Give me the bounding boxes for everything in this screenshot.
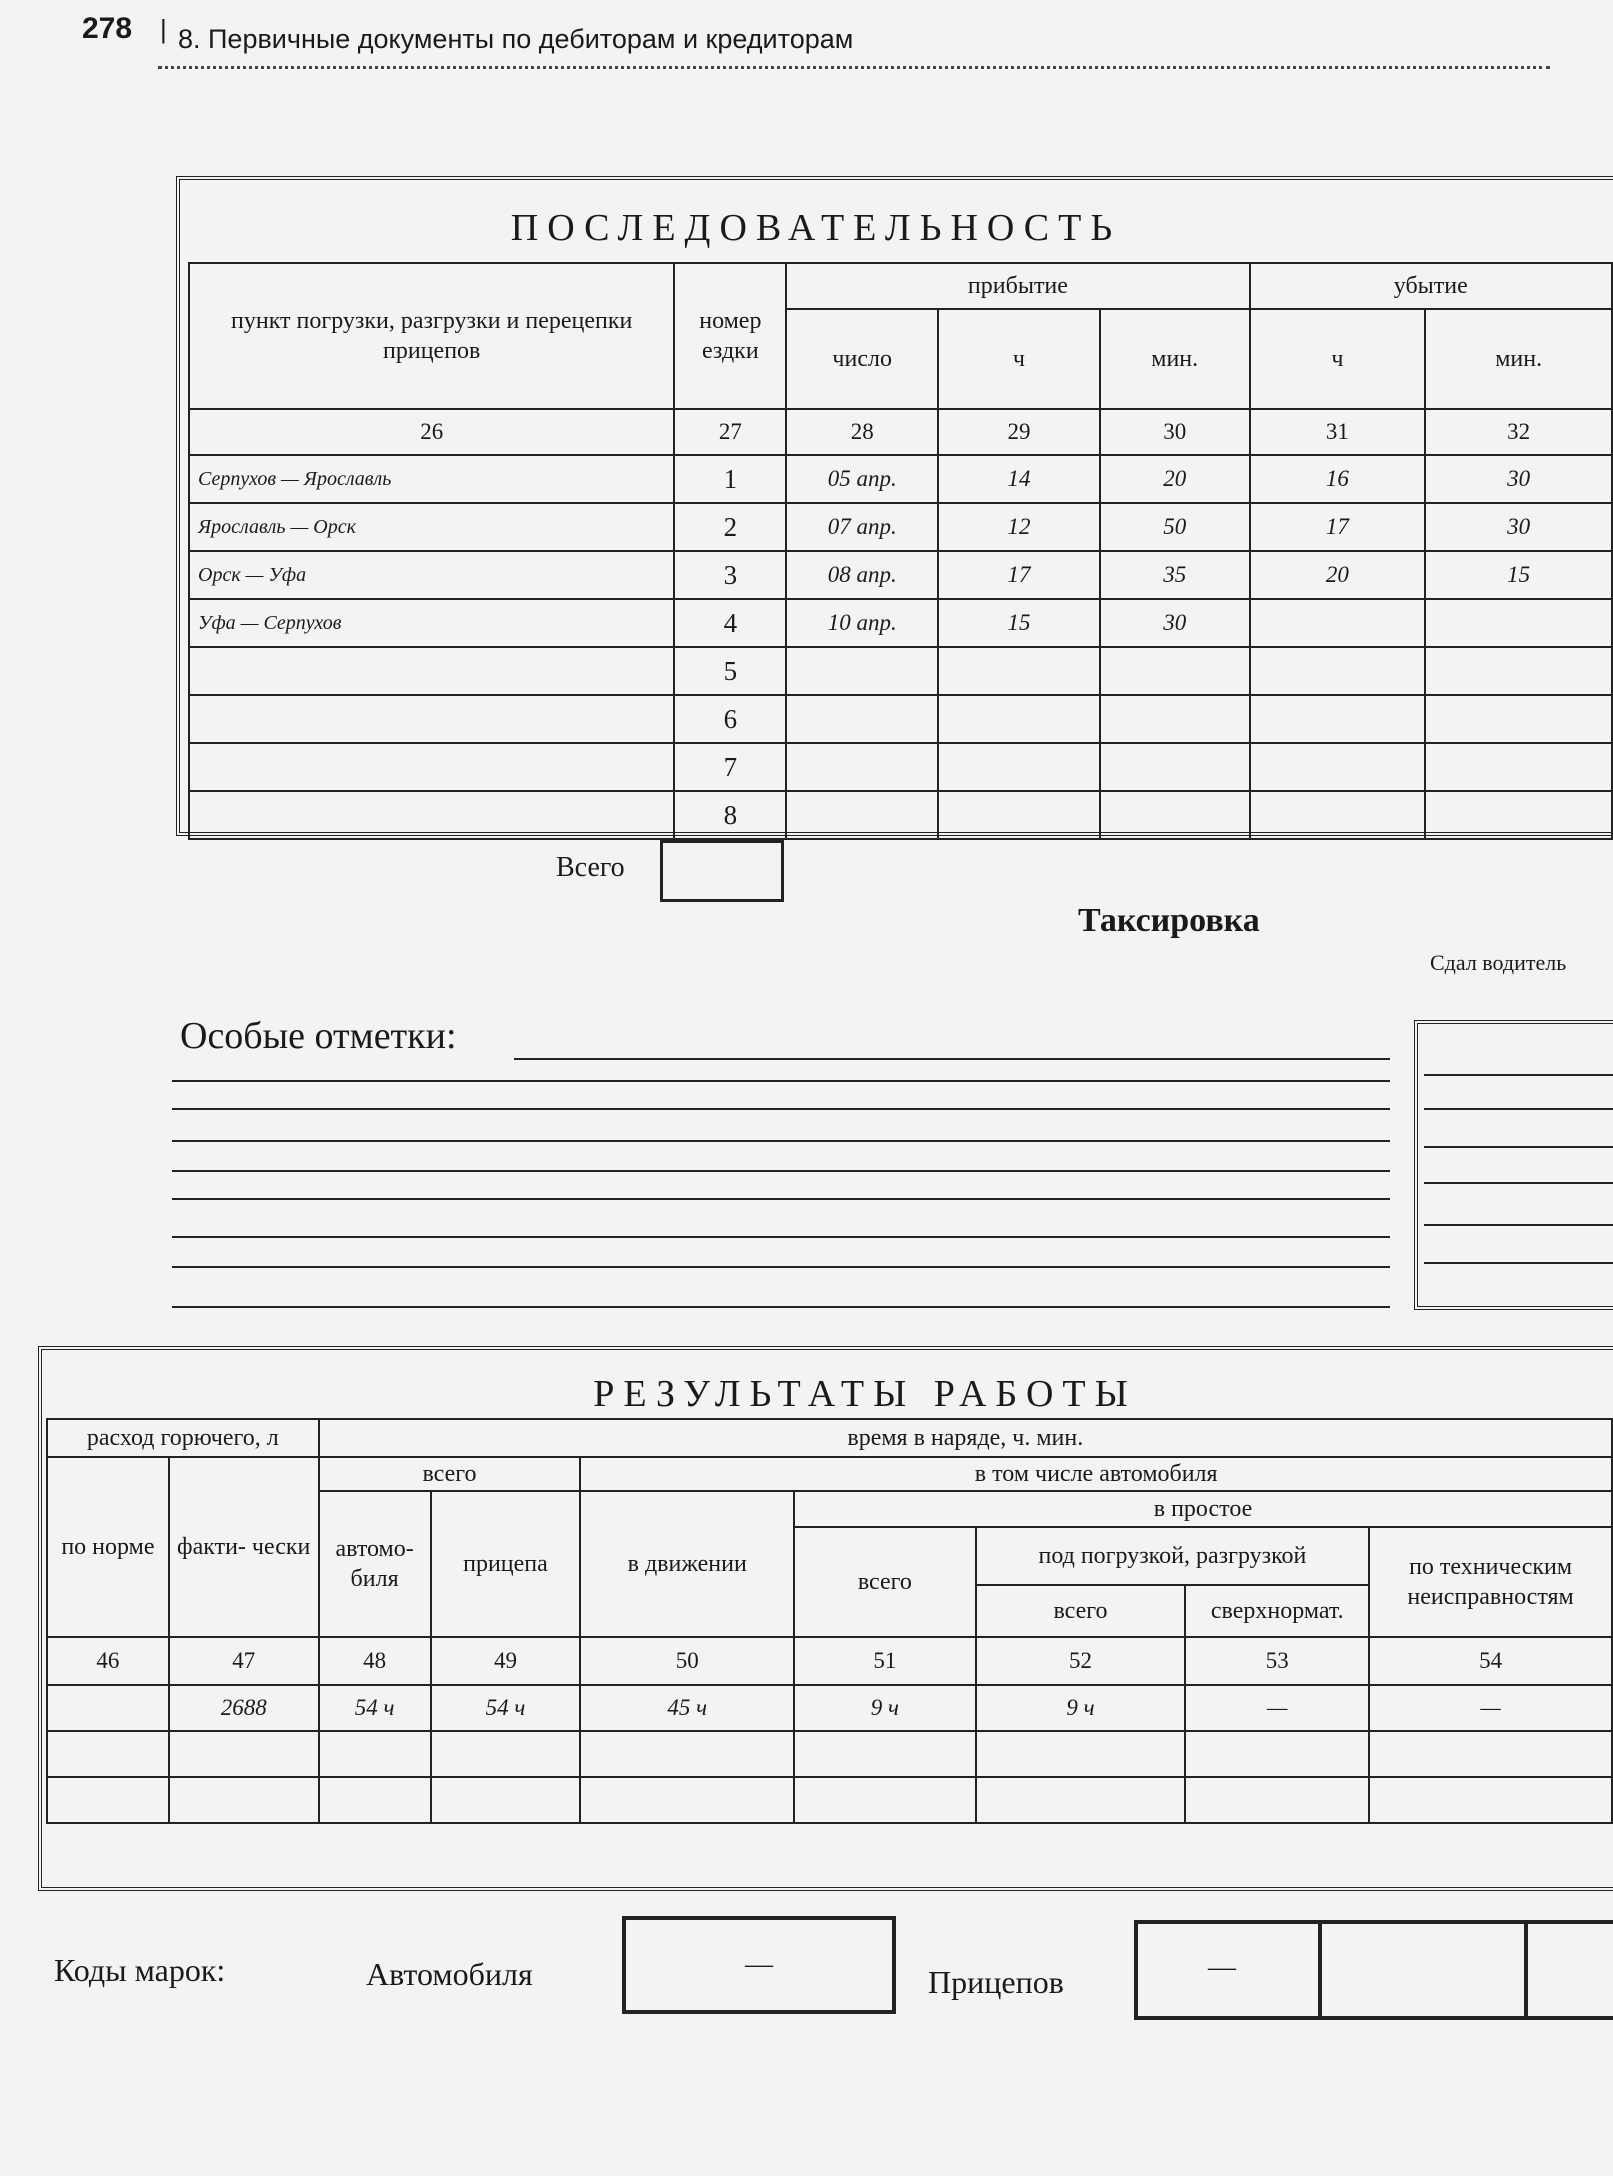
arrival-min	[1100, 743, 1250, 791]
col-number: 28	[786, 409, 938, 455]
note-line	[172, 1080, 1390, 1082]
header-loading: под погрузкой, разгрузкой	[976, 1527, 1369, 1585]
driver-label: Сдал водитель	[1430, 950, 1567, 975]
departure-hour	[1250, 647, 1426, 695]
header-trailer: прицепа	[431, 1491, 581, 1637]
header-dep-min: мин.	[1425, 309, 1612, 409]
taxation-box-line	[1424, 1074, 1613, 1076]
departure-min	[1425, 599, 1612, 647]
time-moving-value: 45 ч	[580, 1685, 794, 1731]
arrival-date	[786, 743, 938, 791]
header-idle: в простое	[794, 1491, 1612, 1527]
table-row	[47, 1731, 1612, 1777]
route-cell: Ярославль — Орск	[189, 503, 674, 551]
arrival-min: 30	[1100, 599, 1250, 647]
time-loading-value: 9 ч	[976, 1685, 1186, 1731]
time-idle-value: 9 ч	[794, 1685, 976, 1731]
table-row	[189, 599, 1612, 647]
taxation-box-line	[1424, 1108, 1613, 1110]
notes-label: Особые отметки:	[180, 1015, 457, 1057]
taxation-box-line	[1424, 1224, 1613, 1226]
col-number: 29	[938, 409, 1100, 455]
trip-number: 2	[674, 503, 786, 551]
arrival-date: 10 апр.	[786, 599, 938, 647]
arrival-date	[786, 695, 938, 743]
departure-min	[1425, 695, 1612, 743]
taxation-box-line	[1424, 1182, 1613, 1184]
results-title: РЕЗУЛЬТАТЫ РАБОТЫ	[593, 1373, 1137, 1415]
header-loading-total: всего	[976, 1585, 1186, 1637]
head-separator: |	[160, 14, 167, 44]
arrival-hour: 12	[938, 503, 1100, 551]
arrival-hour	[938, 743, 1100, 791]
arrival-hour	[938, 647, 1100, 695]
header-total: всего	[319, 1457, 581, 1491]
arrival-hour: 14	[938, 455, 1100, 503]
fuel-norm-value	[47, 1685, 169, 1731]
table-row	[189, 647, 1612, 695]
col-number: 31	[1250, 409, 1426, 455]
header-trip-no: номер ездки	[674, 263, 786, 409]
note-line	[172, 1170, 1390, 1172]
trailer-box-divider	[1524, 1924, 1528, 2016]
total-box	[660, 840, 784, 902]
trip-number: 6	[674, 695, 786, 743]
table-row	[189, 743, 1612, 791]
time-over-norm-value: —	[1185, 1685, 1369, 1731]
header-tech: по техническим неисправностям	[1369, 1527, 1612, 1637]
departure-hour: 16	[1250, 455, 1426, 503]
taxation-title: Таксировка	[1078, 902, 1260, 939]
arrival-date	[786, 791, 938, 839]
taxation-box-line	[1424, 1262, 1613, 1264]
col-number: 27	[674, 409, 786, 455]
arrival-min	[1100, 791, 1250, 839]
col-number-row	[47, 1637, 1612, 1685]
route-cell: Орск — Уфа	[189, 551, 674, 599]
col-number: 50	[580, 1637, 794, 1685]
table-row	[189, 551, 1612, 599]
results-table	[46, 1418, 1613, 1824]
arrival-min	[1100, 695, 1250, 743]
page-number: 278	[82, 12, 133, 45]
total-label: Всего	[556, 852, 625, 883]
col-number: 54	[1369, 1637, 1612, 1685]
header-point: пункт погрузки, разгрузки и перецепки прицепов	[189, 263, 674, 409]
note-line	[172, 1266, 1390, 1268]
header-fuel: расход горючего, л	[47, 1419, 319, 1457]
note-line	[172, 1140, 1390, 1142]
arrival-date: 07 апр.	[786, 503, 938, 551]
trip-number: 3	[674, 551, 786, 599]
table-row	[189, 455, 1612, 503]
trailer-box-divider	[1318, 1924, 1322, 2016]
header-time: время в наряде, ч. мин.	[319, 1419, 1612, 1457]
table-row	[47, 1685, 1612, 1731]
arrival-min: 20	[1100, 455, 1250, 503]
departure-min: 30	[1425, 455, 1612, 503]
col-number: 49	[431, 1637, 581, 1685]
note-line	[172, 1108, 1390, 1110]
arrival-min: 35	[1100, 551, 1250, 599]
arrival-min	[1100, 647, 1250, 695]
route-cell	[189, 695, 674, 743]
departure-hour	[1250, 695, 1426, 743]
departure-min: 15	[1425, 551, 1612, 599]
col-number: 46	[47, 1637, 169, 1685]
route-cell	[189, 743, 674, 791]
chapter-title: 8. Первичные документы по дебиторам и кредиторам	[178, 24, 854, 54]
departure-hour	[1250, 743, 1426, 791]
codes-label: Коды марок:	[54, 1952, 226, 1988]
sequence-table	[188, 262, 1613, 840]
header-min: мин.	[1100, 309, 1250, 409]
departure-min	[1425, 647, 1612, 695]
fuel-actual-value: 2688	[169, 1685, 319, 1731]
route-cell	[189, 791, 674, 839]
col-number: 48	[319, 1637, 431, 1685]
departure-hour	[1250, 791, 1426, 839]
trailer-code-boxes	[1134, 1920, 1613, 2020]
taxation-box	[1414, 1020, 1613, 1310]
header-moving: в движении	[580, 1491, 794, 1637]
departure-hour	[1250, 599, 1426, 647]
header-over-norm: сверхнормат.	[1185, 1585, 1369, 1637]
departure-min	[1425, 791, 1612, 839]
trip-number: 1	[674, 455, 786, 503]
trailer-code-value: —	[1208, 1952, 1236, 1983]
time-tech-value: —	[1369, 1685, 1612, 1731]
arrival-date: 08 апр.	[786, 551, 938, 599]
departure-hour: 17	[1250, 503, 1426, 551]
time-trailer-value: 54 ч	[431, 1685, 581, 1731]
col-number: 52	[976, 1637, 1186, 1685]
table-row	[189, 791, 1612, 839]
table-row	[189, 503, 1612, 551]
trip-number: 8	[674, 791, 786, 839]
route-cell: Серпухов — Ярославль	[189, 455, 674, 503]
arrival-hour	[938, 791, 1100, 839]
col-number-row	[189, 409, 1612, 455]
taxation-box-line	[1424, 1146, 1613, 1148]
arrival-hour: 15	[938, 599, 1100, 647]
departure-min: 30	[1425, 503, 1612, 551]
arrival-date	[786, 647, 938, 695]
route-cell: Уфа — Серпухов	[189, 599, 674, 647]
auto-code-box: —	[622, 1916, 896, 2014]
note-line	[172, 1236, 1390, 1238]
trip-number: 7	[674, 743, 786, 791]
arrival-min: 50	[1100, 503, 1250, 551]
table-row	[47, 1777, 1612, 1823]
col-number: 32	[1425, 409, 1612, 455]
head-rule	[158, 66, 1550, 69]
auto-code-label: Автомобиля	[366, 1956, 533, 1992]
col-number: 26	[189, 409, 674, 455]
header-dep-hour: ч	[1250, 309, 1426, 409]
header-incl-auto: в том числе автомобиля	[580, 1457, 1612, 1491]
trip-number: 4	[674, 599, 786, 647]
departure-hour: 20	[1250, 551, 1426, 599]
header-date: число	[786, 309, 938, 409]
table-row	[189, 695, 1612, 743]
note-line	[514, 1058, 1390, 1060]
sequence-title: ПОСЛЕДОВАТЕЛЬНОСТЬ	[510, 207, 1122, 249]
trip-number: 5	[674, 647, 786, 695]
time-auto-value: 54 ч	[319, 1685, 431, 1731]
col-number: 53	[1185, 1637, 1369, 1685]
note-line	[172, 1306, 1390, 1308]
header-auto: автомо- биля	[319, 1491, 431, 1637]
header-idle-total: всего	[794, 1527, 976, 1637]
arrival-date: 05 апр.	[786, 455, 938, 503]
trailer-code-label: Прицепов	[928, 1964, 1064, 2000]
col-number: 47	[169, 1637, 319, 1685]
note-line	[172, 1198, 1390, 1200]
header-actual: факти- чески	[169, 1457, 319, 1637]
departure-min	[1425, 743, 1612, 791]
route-cell	[189, 647, 674, 695]
col-number: 51	[794, 1637, 976, 1685]
arrival-hour: 17	[938, 551, 1100, 599]
arrival-hour	[938, 695, 1100, 743]
header-arrival: прибытие	[786, 263, 1249, 309]
col-number: 30	[1100, 409, 1250, 455]
header-departure: убытие	[1250, 263, 1612, 309]
header-hour: ч	[938, 309, 1100, 409]
header-by-norm: по норме	[47, 1457, 169, 1637]
